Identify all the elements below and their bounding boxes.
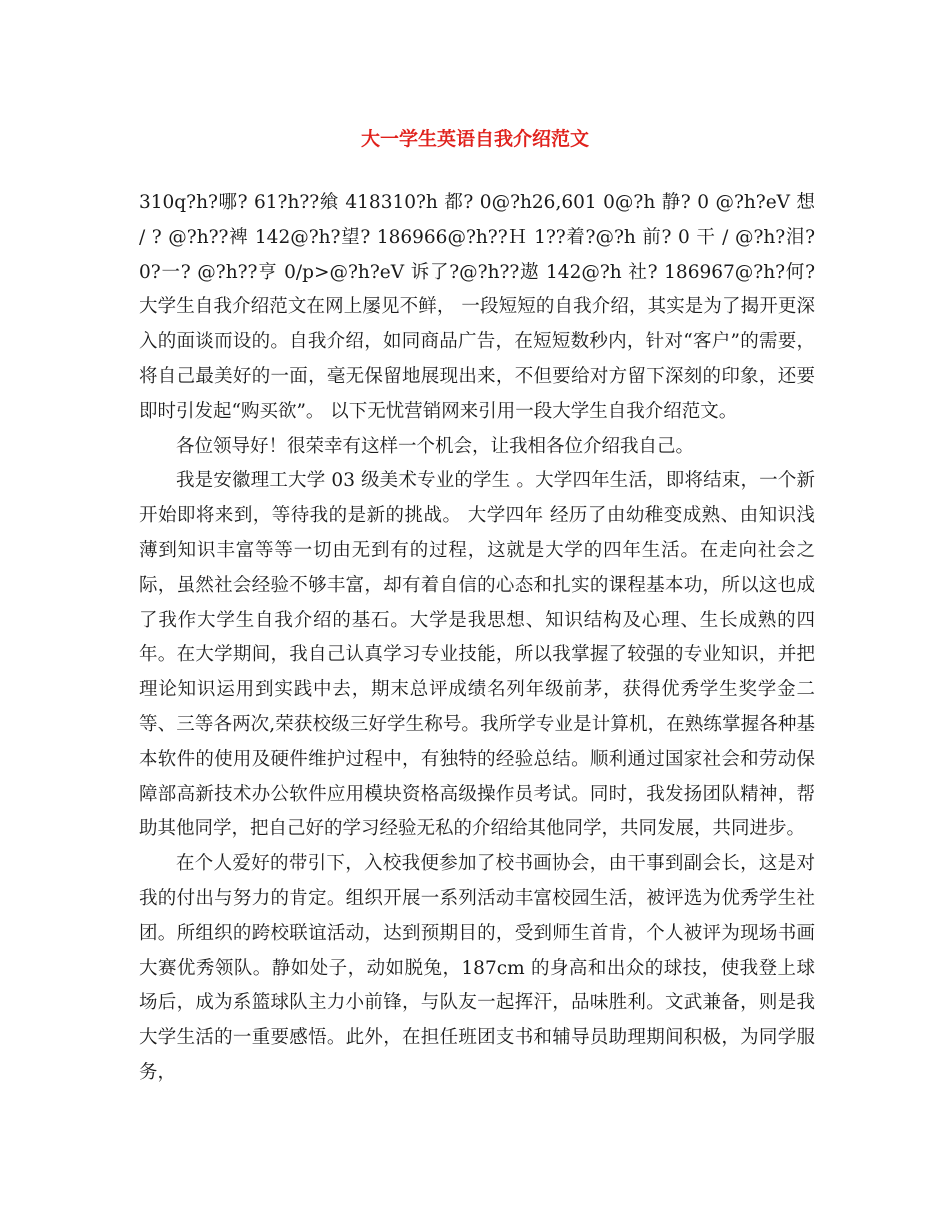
paragraph-greeting: 各位领导好！很荣幸有这样一个机会，让我相各位介绍我自己。	[176, 435, 695, 457]
document-title: 大一学生英语自我介绍范文	[360, 128, 589, 150]
paragraph-hobbies: 在个人爱好的带引下，入校我便参加了校书画协会，由干事到副会长，这是对我的付出与努力的肯定。组织开展一系列活动丰富校园生活，被评选为优秀学生社团。所组织的跨校联谊活动，达到预期目的，受到师生首肯，个人被评为现场书画大赛优秀领队。静如处子，动如脱兔，187cm 的身高和出众的球技，使我登上球场后，成为系篮球队主力小前锋，与队友一起挥汗，品味胜利。文武兼备，则是我大学生活的一重要感悟。此外，在担任班团支书和辅导员助理期间积极，为同学服务，	[139, 853, 815, 1083]
paragraph-intro: 310q?h?哪? 61?h??飨 418310?h 都? 0@?h26,601 0@?h 静? 0 @?h?eV 想 / ? @?h??裨 142@?h?望? 186966@?h??Ｈ 1??着?@?h 前? 0 干 / @?h?泪? 0?一? @?h??亨 0/p>@?h?eV 诉了?@?h??遨 142@?h 社? 186967@?h?何? 大学生自我介绍范文在网上屡见不鲜， 一段短短的自我介绍，其实是为了揭开更深入的面谈而设的。自我介绍，如同商品广告，在短短数秒内，针对“客户”的需要，将自己最美好的一面，毫无保留地展现出来，不但要给对方留下深刻的印象，还要即时引发起“购买欲”。 以下无忧营销网来引用一段大学生自我介绍范文。	[139, 192, 815, 422]
document-body	[139, 186, 815, 1091]
paragraph-education: 我是安徽理工大学 03 级美术专业的学生 。大学四年生活，即将结束，一个新开始即将来到，等待我的是新的挑战。 大学四年 经历了由幼稚变成熟、由知识浅薄到知识丰富等等一切由无到有的过程，这就是大学的四年生活。在走向社会之际，虽然社会经验不够丰富，却有着自信的心态和扎实的课程基本功，所以这也成了我作大学生自我介绍的基石。大学是我思想、知识结构及心理、生长成熟的四年。在大学期间，我自己认真学习专业技能，所以我掌握了较强的专业知识，并把理论知识运用到实践中去，期末总评成绩名列年级前茅，获得优秀学生奖学金二等、三等各两次,荣获校级三好学生称号。我所学专业是计算机，在熟练掌握各种基本软件的使用及硬件维护过程中，有独特的经验总结。顺利通过国家社会和劳动保障部高新技术办公软件应用模块资格高级操作员考试。同时，我发扬团队精神，帮助其他同学，把自己好的学习经验无私的介绍给其他同学，共同发展，共同进步。	[139, 470, 815, 840]
